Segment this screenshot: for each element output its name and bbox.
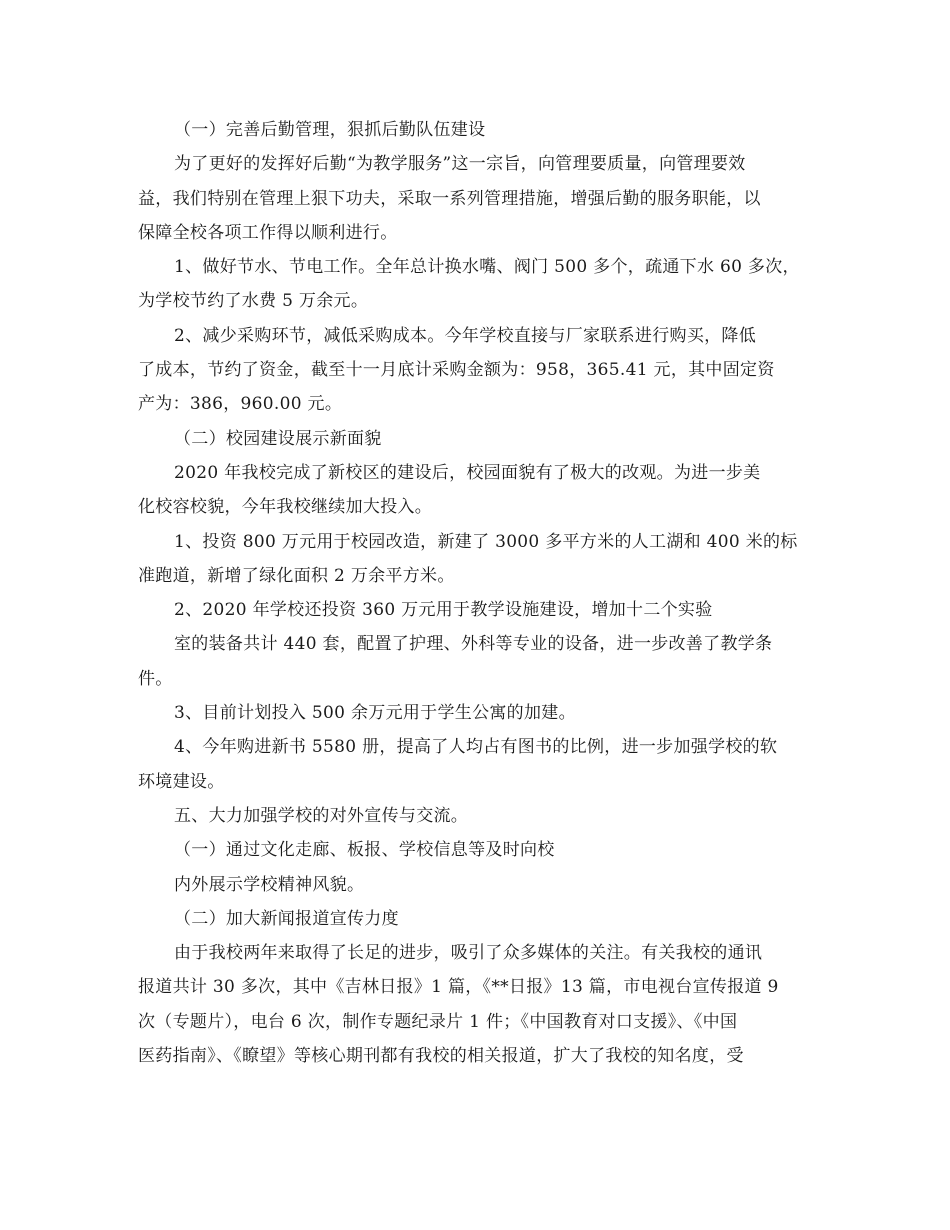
paragraph-line: 准跑道，新增了绿化面积 2 万余平方米。 — [138, 565, 455, 586]
section-heading-logistics: （一）完善后勤管理，狠抓后勤队伍建设 — [174, 120, 486, 140]
paragraph-line: 2020 年我校完成了新校区的建设后，校园面貌有了极大的改观。为进一步美 — [174, 462, 761, 483]
paragraph-line: 3、目前计划投入 500 余万元用于学生公寓的加建。 — [174, 703, 576, 724]
paragraph-line: 1、做好节水、节电工作。全年总计换水嘴、阀门 500 多个，疏通下水 60 多次， — [174, 257, 800, 278]
paragraph-line: 2、2020 年学校还投资 360 万元用于教学设施建设，增加十二个实验 — [174, 600, 713, 621]
paragraph-line: 了成本，节约了资金，截至十一月底计采购金额为：958，365.41 元，其中固定资 — [138, 360, 775, 381]
paragraph-line: 益，我们特别在管理上狠下功夫，采取一系列管理措施，增强后勤的服务职能，以 — [138, 188, 761, 209]
paragraph-line: 为学校节约了水费 5 万余元。 — [138, 291, 369, 312]
paragraph-line: 报道共计 30 多次，其中《吉林日报》1 篇，《**日报》13 篇，市电视台宣传报道 9 — [138, 977, 779, 998]
paragraph-line: 2、减少采购环节，减低采购成本。今年学校直接与厂家联系进行购买，降低 — [174, 325, 757, 346]
section-heading-culture: （一）通过文化走廊、板报、学校信息等及时向校 — [174, 840, 555, 861]
paragraph-line: 1、投资 800 万元用于校园改造，新建了 3000 多平方米的人工湖和 400 米的标 — [174, 531, 798, 552]
paragraph-line: 4、今年购进新书 5580 册，提高了人均占有图书的比例，进一步加强学校的软 — [174, 737, 778, 758]
paragraph-line: 医药指南》、《瞭望》等核心期刊都有我校的相关报道，扩大了我校的知名度，受 — [138, 1046, 744, 1067]
paragraph-line: 件。 — [138, 668, 173, 689]
paragraph-line: 内外展示学校精神风貌。 — [174, 874, 365, 895]
paragraph-line: 产为：386，960.00 元。 — [138, 394, 343, 415]
section-heading-publicity: 五、大力加强学校的对外宣传与交流。 — [174, 805, 469, 826]
paragraph-line: 室的装备共计 440 套，配置了护理、外科等专业的设备，进一步改善了教学条 — [174, 634, 773, 655]
paragraph-line: 为了更好的发挥好后勤“为教学服务”这一宗旨，向管理要质量，向管理要效 — [174, 154, 746, 175]
paragraph-line: 环境建设。 — [138, 771, 225, 792]
document-body — [138, 113, 818, 1073]
paragraph-line: 由于我校两年来取得了长足的进步，吸引了众多媒体的关注。有关我校的通讯 — [174, 943, 763, 964]
paragraph-line: 次（专题片），电台 6 次，制作专题纪录片 1 件；《中国教育对口支援》、《中国 — [138, 1011, 738, 1032]
paragraph-line: 保障全校各项工作得以顺利进行。 — [138, 222, 398, 243]
section-heading-news: （二）加大新闻报道宣传力度 — [174, 908, 399, 929]
section-heading-campus: （二）校园建设展示新面貌 — [174, 428, 382, 449]
paragraph-line: 化校容校貌，今年我校继续加大投入。 — [138, 497, 433, 518]
